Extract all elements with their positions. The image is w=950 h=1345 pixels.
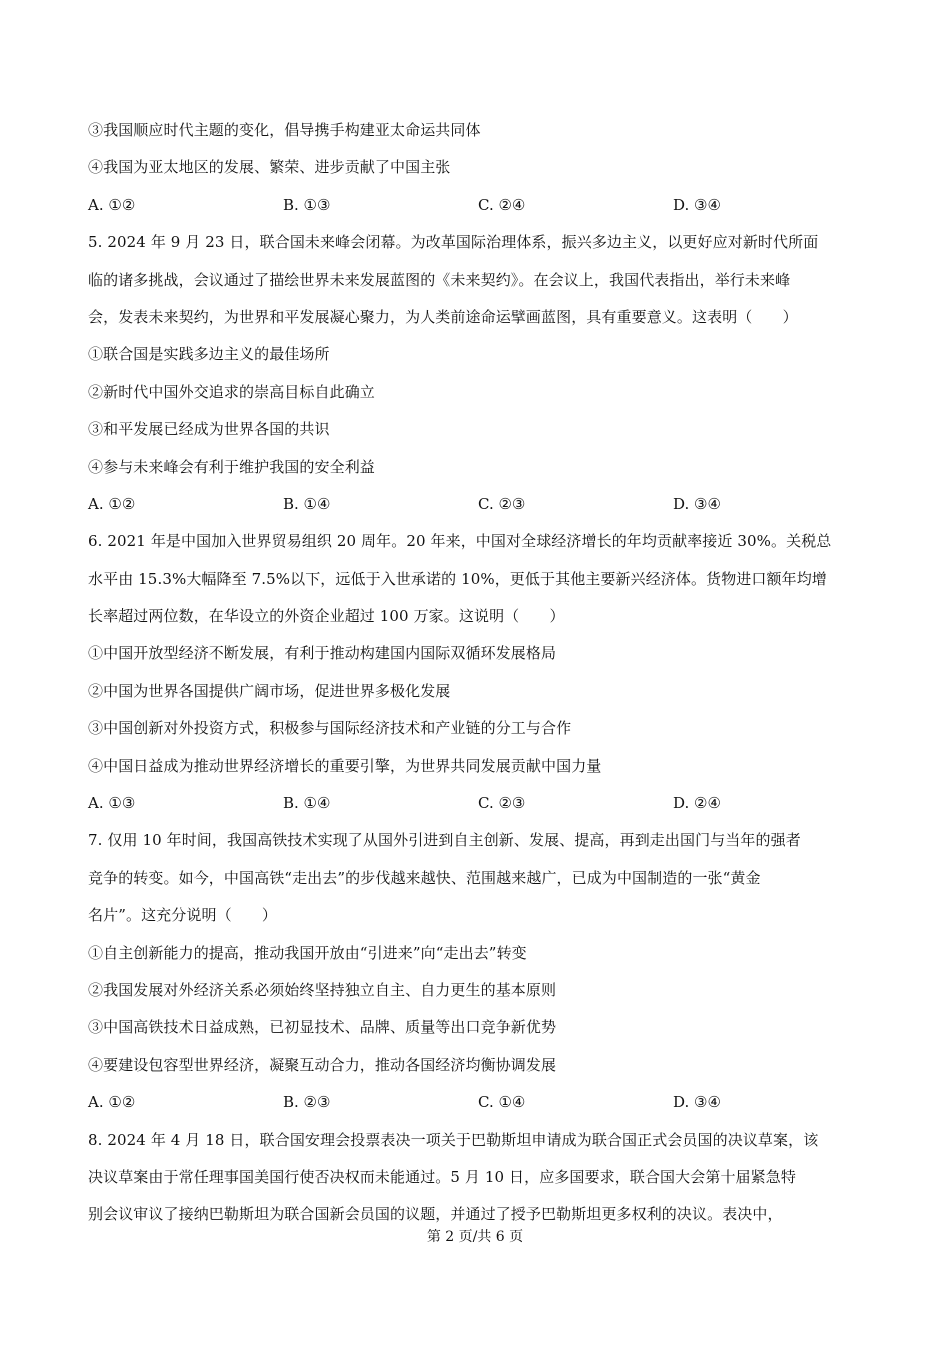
q7-item: ②我国发展对外经济关系必须始终坚持独立自主、自力更生的基本原则 (88, 980, 557, 999)
q5-option-c: C. ②③ (478, 494, 526, 513)
q8-stem-line: 8. 2024 年 4 月 18 日，联合国安理会投票表决一项关于巴勒斯坦申请成为联合国正式会员国的决议草案，该 (88, 1130, 819, 1149)
q4-options (88, 187, 868, 224)
q6-option-c: C. ②③ (478, 794, 526, 813)
q6-options (88, 785, 868, 822)
q4-item-4: ④我国为亚太地区的发展、繁荣、进步贡献了中国主张 (88, 158, 451, 177)
q4-item-3: ③我国顺应时代主题的变化，倡导携手构建亚太命运共同体 (88, 121, 481, 139)
q7-option-b: B. ②③ (283, 1093, 331, 1112)
q7-option-d: D. ③④ (673, 1093, 721, 1112)
q6-item: ③中国创新对外投资方式，积极参与国际经济技术和产业链的分工与合作 (88, 719, 572, 738)
q5-stem-line: 临的诸多挑战，会议通过了描绘世界未来发展蓝图的《未来契约》。在会议上，我国代表指出，举行未来峰 (88, 270, 791, 289)
q6-option-b: B. ①④ (283, 794, 331, 813)
q7-option-c: C. ①④ (478, 1093, 526, 1112)
q6-stem-line: 6. 2021 年是中国加入世界贸易组织 20 周年。20 年来，中国对全球经济增长的年均贡献率接近 30%。关税总 (88, 532, 832, 551)
q6-stem-line: 水平由 15.3%大幅降至 7.5%以下，远低于入世承诺的 10%，更低于其他主要新兴经济体。货物进口额年均增 (88, 569, 827, 588)
q6-stem-line: 长率超过两位数，在华设立的外资企业超过 100 万家。这说明（ ） (88, 607, 565, 626)
q5-item: ①联合国是实践多边主义的最佳场所 (88, 345, 330, 364)
q5-item: ②新时代中国外交追求的崇高目标自此确立 (88, 382, 375, 401)
q5-stem-line: 会，发表未来契约，为世界和平发展凝心聚力，为人类前途命运擘画蓝图，具有重要意义。这表明（ ） (88, 307, 798, 326)
q4-option-c: C. ②④ (478, 195, 526, 214)
q7-stem-line: 名片”。这充分说明（ ） (88, 906, 277, 925)
q6-item: ①中国开放型经济不断发展，有利于推动构建国内国际双循环发展格局 (88, 644, 557, 663)
q8-stem-line: 别会议审议了接纳巴勒斯坦为联合国新会员国的议题，并通过了授予巴勒斯坦更多权利的决议。表决中， (88, 1205, 783, 1224)
q7-item: ①自主创新能力的提高，推动我国开放由“引进来”向“走出去”转变 (88, 943, 527, 962)
q5-item: ④参与未来峰会有利于维护我国的安全利益 (88, 457, 375, 476)
q5-stem-line: 5. 2024 年 9 月 23 日，联合国未来峰会闭幕。为改革国际治理体系，振兴多边主义，以更好应对新时代所面 (88, 233, 819, 252)
q8-stem-line: 决议草案由于常任理事国美国行使否决权而未能通过。5 月 10 日，应多国要求，联合国大会第十届紧急特 (88, 1167, 796, 1186)
q5-option-a: A. ①② (88, 494, 136, 513)
q5-option-d: D. ③④ (673, 494, 721, 513)
q6-item: ②中国为世界各国提供广阔市场，促进世界多极化发展 (88, 681, 451, 700)
q5-option-b: B. ①④ (283, 494, 331, 513)
q4-option-d: D. ③④ (673, 195, 721, 214)
q7-options (88, 1084, 868, 1121)
q4-option-a: A. ①② (88, 195, 136, 214)
q7-option-a: A. ①② (88, 1093, 136, 1112)
q7-item: ④要建设包容型世界经济，凝聚互动合力，推动各国经济均衡协调发展 (88, 1055, 557, 1074)
q7-stem-line: 7. 仅用 10 年时间，我国高铁技术实现了从国外引进到自主创新、发展、提高，再到走出国门与当年的强者 (88, 831, 801, 850)
q4-option-b: B. ①③ (283, 195, 331, 214)
q7-item: ③中国高铁技术日益成熟，已初显技术、品牌、质量等出口竞争新优势 (88, 1018, 557, 1037)
q5-options (88, 486, 868, 523)
q6-option-a: A. ①③ (88, 794, 136, 813)
page-number-footer: 第 2 页/共 6 页 (426, 1229, 524, 1245)
q7-stem-line: 竞争的转变。如今，中国高铁“走出去”的步伐越来越快、范围越来越广，已成为中国制造的一张“黄金 (88, 868, 761, 887)
page-content (88, 112, 868, 1234)
q6-option-d: D. ②④ (673, 794, 721, 813)
q6-item: ④中国日益成为推动世界经济增长的重要引擎，为世界共同发展贡献中国力量 (88, 756, 602, 775)
q5-item: ③和平发展已经成为世界各国的共识 (88, 420, 330, 439)
